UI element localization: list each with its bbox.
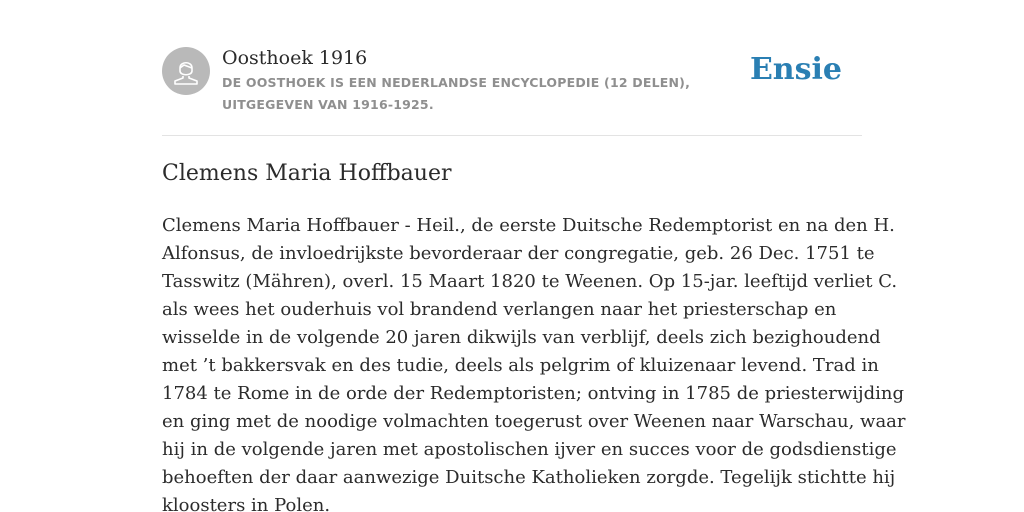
- article-line: hij in de volgende jaren met apostolischen ijver en succes voor de godsdienstige: [162, 439, 897, 460]
- article-line: behoeften der daar aanwezige Duitsche Katholieken zorgde. Tegelijk stichtte hij: [162, 467, 896, 488]
- article-title: Clemens Maria Hoffbauer: [162, 161, 452, 186]
- article-line: wisselde in de volgende 20 jaren dikwijls van verblijf, deels zich bezighoudend: [162, 327, 881, 348]
- article-line: 1784 te Rome in de orde der Redemptoristen; ontving in 1785 de priesterwijding: [162, 383, 905, 404]
- user-icon: [162, 47, 210, 95]
- article-line: met ’t bakkersvak en des tudie, deels als pelgrim of kluizenaar levend. Trad in: [162, 355, 879, 376]
- article-line: en ging met de noodige volmachten toegerust over Weenen naar Warschau, waar: [162, 411, 906, 432]
- source-description: DE OOSTHOEK IS EEN NEDERLANDSE ENCYCLOPEDIE (12 DELEN), UITGEGEVEN VAN 1916-1925.: [222, 75, 691, 112]
- article-body: [162, 212, 906, 512]
- article-line: Tasswitz (Mähren), overl. 15 Maart 1820 te Weenen. Op 15-jar. leeftijd verliet C.: [162, 271, 898, 292]
- article-line: Alfonsus, de invloedrijkste bevorderaar der congregatie, geb. 26 Dec. 1751 te: [162, 243, 875, 264]
- avatar[interactable]: [162, 47, 210, 95]
- brand-logo[interactable]: Ensie: [749, 52, 842, 87]
- source-title[interactable]: Oosthoek 1916: [222, 47, 368, 69]
- divider: [162, 135, 862, 136]
- article-line: als wees het ouderhuis vol brandend verlangen naar het priesterschap en: [162, 299, 837, 320]
- source-header: [162, 46, 862, 116]
- article-line: Clemens Maria Hoffbauer - Heil., de eerste Duitsche Redemptorist en na den H.: [162, 215, 895, 236]
- article-line: kloosters in Polen.: [162, 495, 331, 512]
